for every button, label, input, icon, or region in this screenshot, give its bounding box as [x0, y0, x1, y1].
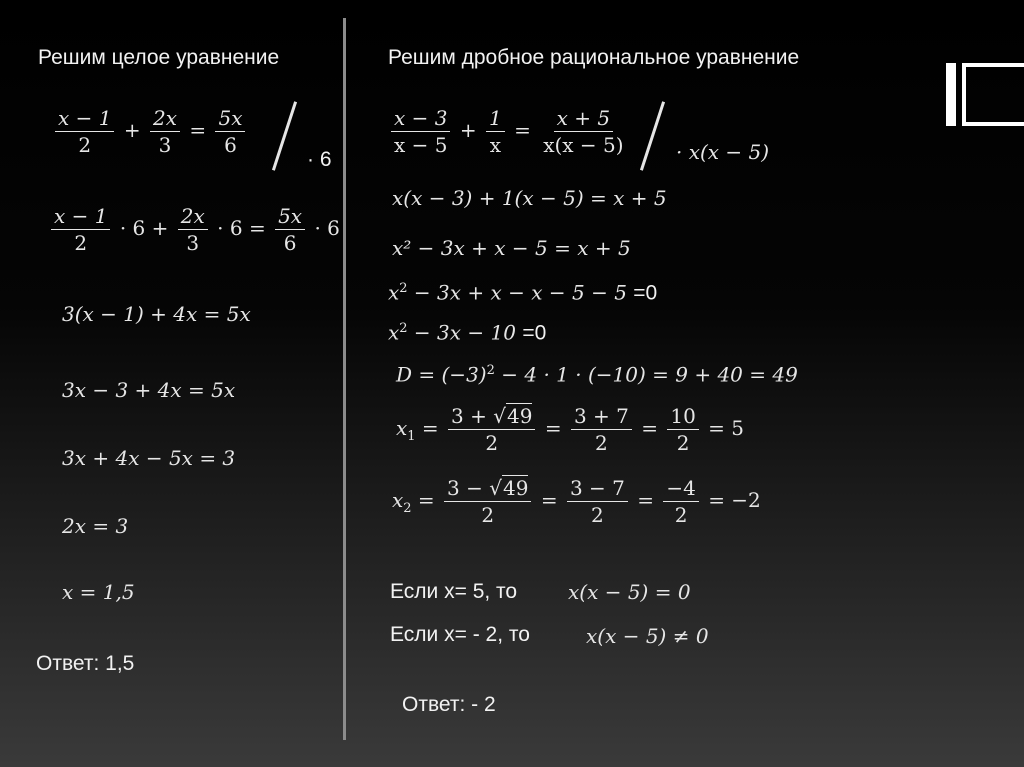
decor-bar-bottom: [962, 122, 1024, 126]
decor-bar-thin: [962, 63, 1024, 67]
left-equation-4: 3x − 3 + 4x = 5x: [62, 378, 236, 402]
right-equation-4: $x^2 - 3x + x - x - 5 - 5 =0$: [388, 280, 658, 305]
right-equation-discriminant: $D = (-3)^2 - 4 \cdot 1 \cdot (-10) = 9 + 40 = 49$: [396, 362, 798, 387]
left-heading: Решим целое уравнение: [38, 46, 280, 69]
right-answer: Ответ: - 2: [402, 693, 496, 716]
left-multiplier-slash: [272, 101, 297, 170]
left-multiplier: · 6: [307, 148, 332, 171]
right-heading: Решим дробное рациональное уравнение: [388, 46, 800, 69]
right-equation-2: x(x − 3) + 1(x − 5) = x + 5: [392, 186, 667, 210]
left-equation-2: $\frac{x - 1}{2}$ · 6 + $\frac{2x}{3}$ · 6 = $\frac{5x}{6}$ · 6: [48, 206, 340, 253]
left-equation-7: x = 1,5: [62, 580, 135, 604]
left-equation-5: 3x + 4x − 5x = 3: [62, 446, 236, 470]
right-multiplier-slash: [640, 101, 665, 170]
right-equation-root-1: $x_1$ = $\frac{3 + √49}{2}$ = $\frac{3 + 7}{2}$ = $\frac{10}{2}$ = 5: [396, 404, 744, 455]
right-equation-root-2: $x_2$ = $\frac{3 - √49}{2}$ = $\frac{3 - 7}{2}$ = $\frac{-4}{2}$ = −2: [392, 476, 761, 527]
check-2-math: x(x − 5) ≠ 0: [586, 624, 709, 648]
right-equation-1: $\frac{x - 3}{x - 5}$ + $\frac{1}{x}$ = $\frac{x + 5}{x(x - 5)}$: [388, 108, 630, 155]
right-equation-3: x² − 3x + x − 5 = x + 5: [392, 236, 631, 260]
check-2-text: Если x= - 2, то: [390, 623, 530, 646]
right-equation-5: $x^2 - 3x - 10 =0$: [388, 320, 547, 345]
left-answer: Ответ: 1,5: [36, 652, 135, 675]
right-multiplier: · x(x − 5): [676, 140, 770, 164]
check-1-math: x(x − 5) = 0: [568, 580, 691, 604]
column-divider: [343, 18, 346, 740]
left-equation-1: $\frac{x - 1}{2}$ + $\frac{2x}{3}$ = $\frac{5x}{6}$: [52, 108, 248, 155]
decor-bar-thick: [946, 63, 956, 126]
decor-bar-vertical: [962, 63, 966, 126]
check-1-text: Если x= 5, то: [390, 580, 518, 603]
left-equation-3: 3(x − 1) + 4x = 5x: [62, 302, 251, 326]
left-equation-6: 2x = 3: [62, 514, 129, 538]
